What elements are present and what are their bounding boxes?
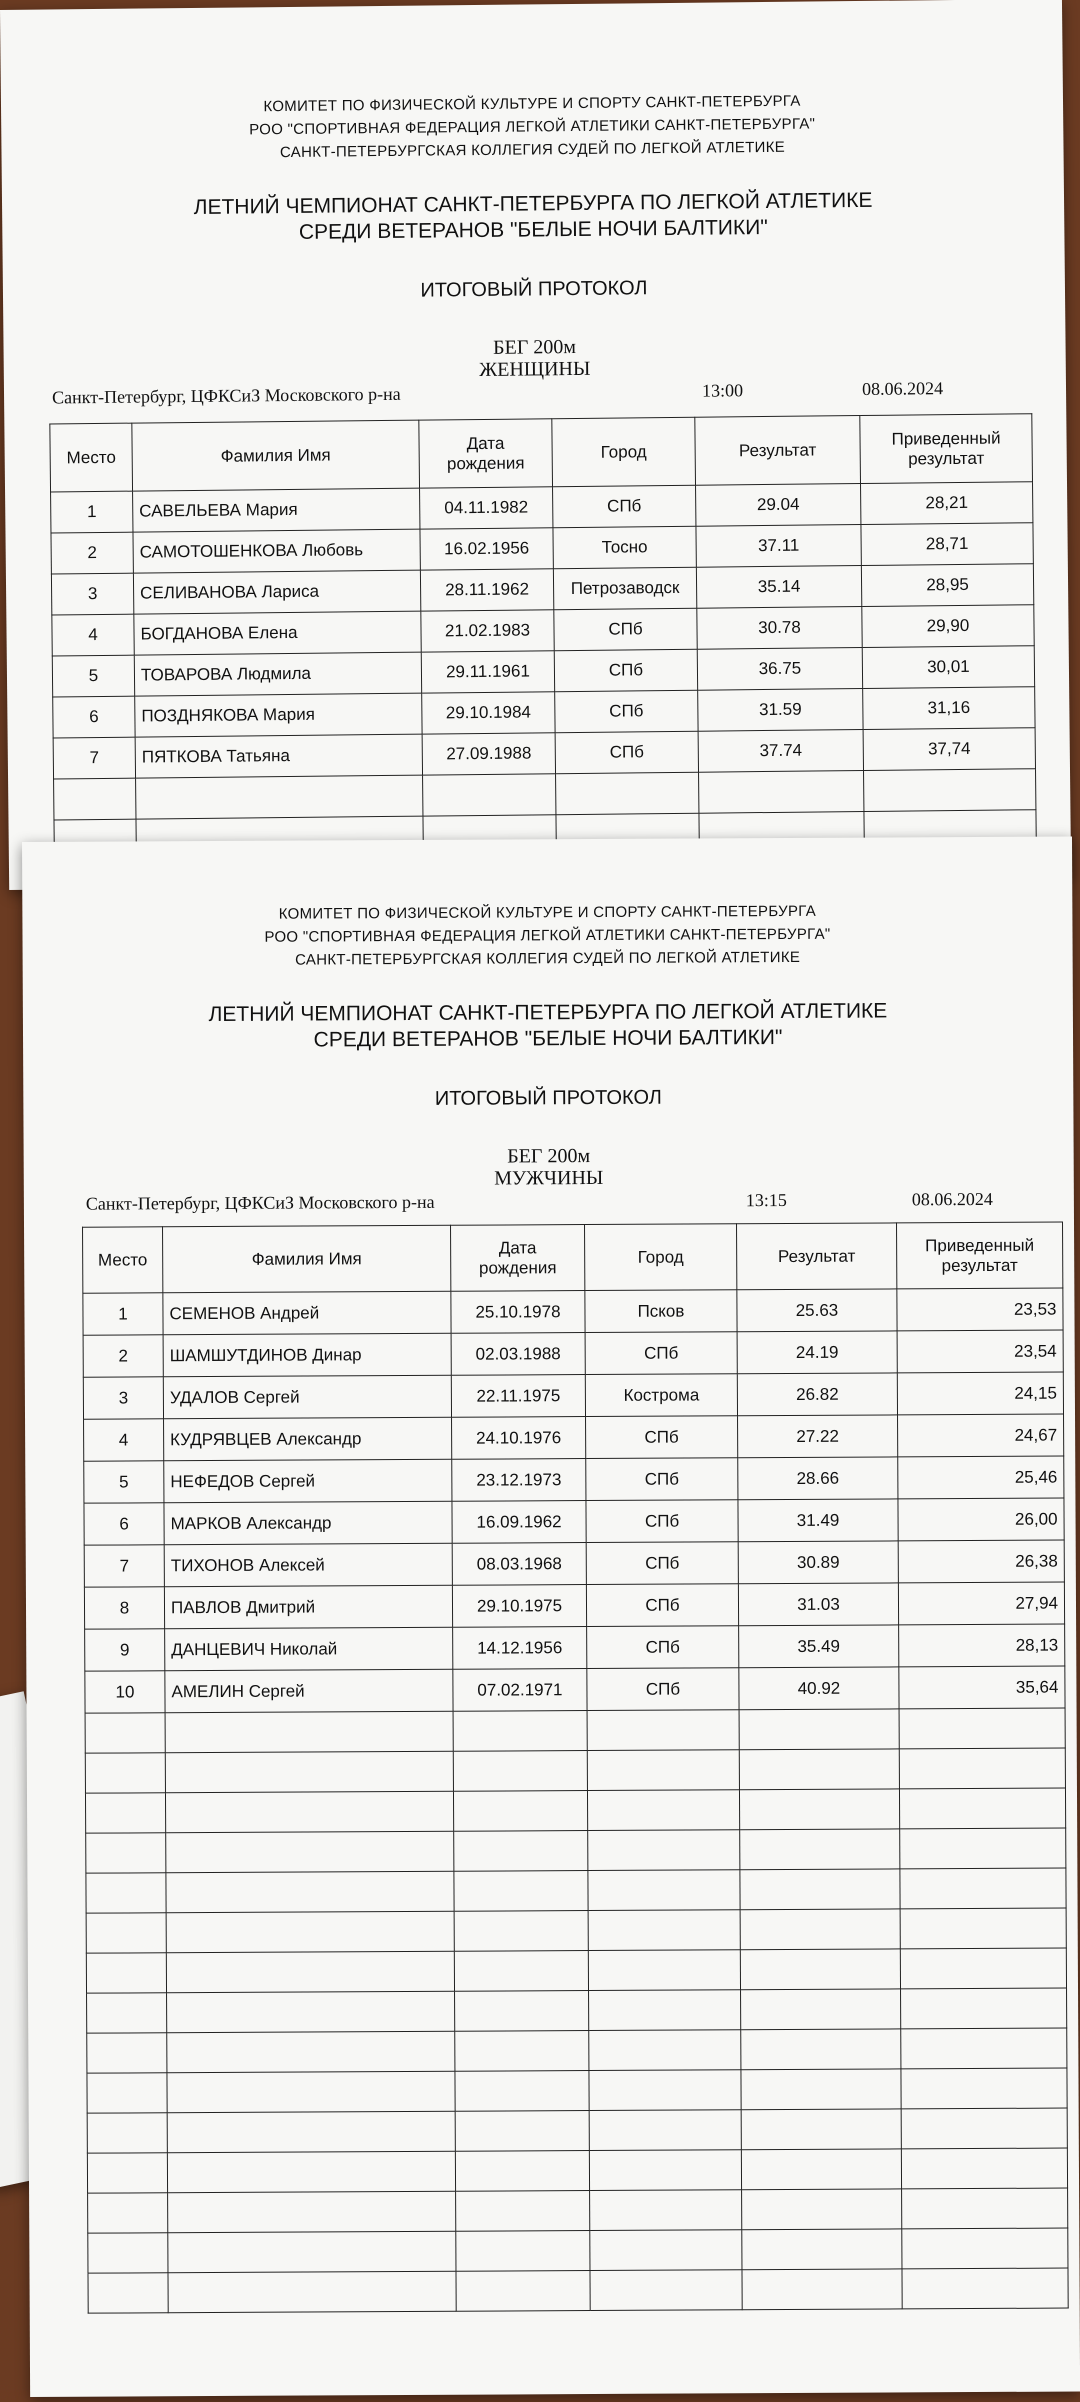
col-birth: Дата рождения — [451, 1225, 585, 1292]
table-row — [83, 1330, 1063, 1377]
col-place: Место — [83, 1227, 163, 1293]
cell-adjusted: 31,16 — [863, 687, 1035, 730]
cell-city: СПб — [553, 485, 696, 527]
event-date: 08.06.2024 — [861, 378, 944, 399]
cell-birth: 29.10.1975 — [452, 1585, 586, 1628]
cell-city: СПб — [586, 1584, 738, 1627]
cell-result: 30.78 — [697, 607, 862, 650]
cell-place: 5 — [84, 1461, 164, 1503]
col-name: Фамилия Имя — [163, 1225, 451, 1293]
cell-name: СЕЛИВАНОВА Лариса — [133, 570, 420, 614]
cell-city: Тосно — [553, 526, 696, 568]
cell-name: СЕМЕНОВ Андрей — [163, 1291, 451, 1335]
men-header — [22, 837, 1074, 1192]
cell-name: МАРКОВ Александр — [164, 1501, 452, 1545]
championship-line-1: ЛЕТНИЙ ЧЕМПИОНАТ САНКТ-ПЕТЕРБУРГА ПО ЛЕГКОЙ АТЛЕТИКЕ — [193, 188, 873, 219]
cell-birth: 27.09.1988 — [422, 733, 555, 775]
col-adjusted: Приведенный результат — [860, 414, 1033, 484]
cell-place: 8 — [84, 1587, 164, 1629]
cell-adjusted: 28,21 — [861, 482, 1033, 525]
table-row — [83, 1288, 1063, 1335]
cell-birth: 04.11.1982 — [420, 487, 553, 529]
empty-row — [87, 2108, 1067, 2153]
cell-city: СПб — [555, 690, 698, 732]
men-protocol-sheet — [22, 837, 1080, 2397]
table-row — [84, 1414, 1064, 1461]
cell-result: 36.75 — [697, 648, 862, 691]
protocol-title: ИТОГОВЫЙ ПРОТОКОЛ — [434, 1086, 662, 1110]
empty-row — [86, 1828, 1066, 1873]
cell-place: 4 — [52, 614, 134, 656]
cell-result: 24.19 — [737, 1331, 897, 1374]
cell-city: СПб — [585, 1332, 737, 1375]
cell-place: 7 — [84, 1545, 164, 1587]
cell-city: Петрозаводск — [553, 567, 696, 609]
cell-place: 9 — [85, 1629, 165, 1671]
cell-adjusted: 24,67 — [898, 1414, 1064, 1457]
women-protocol-sheet — [0, 0, 1071, 890]
cell-name: САМОТОШЕНКОВА Любовь — [133, 529, 420, 573]
cell-name: АМЕЛИН Сергей — [165, 1669, 453, 1713]
cell-result: 35.49 — [739, 1625, 899, 1668]
empty-row — [85, 1788, 1065, 1833]
cell-place: 7 — [53, 737, 135, 779]
event-name: БЕГ 200м — [507, 1145, 591, 1168]
table-row — [84, 1456, 1064, 1503]
cell-result: 40.92 — [739, 1667, 899, 1710]
cell-name: КУДРЯВЦЕВ Александр — [164, 1417, 452, 1461]
cell-name: НЕФЕДОВ Сергей — [164, 1459, 452, 1503]
cell-name: ТИХОНОВ Алексей — [164, 1543, 452, 1587]
org-line-1: КОМИТЕТ ПО ФИЗИЧЕСКОЙ КУЛЬТУРЕ И СПОРТУ САНКТ-ПЕТЕРБУРГА — [263, 92, 801, 116]
cell-place: 4 — [84, 1419, 164, 1461]
org-line-2: РОО "СПОРТИВНАЯ ФЕДЕРАЦИЯ ЛЕГКОЙ АТЛЕТИКИ САНКТ-ПЕТЕРБУРГА" — [249, 115, 816, 139]
protocol-title: ИТОГОВЫЙ ПРОТОКОЛ — [420, 277, 648, 302]
cell-adjusted: 26,38 — [898, 1540, 1064, 1583]
cell-city: СПб — [586, 1458, 738, 1501]
cell-birth: 02.03.1988 — [451, 1333, 585, 1376]
cell-result: 37.11 — [696, 525, 861, 568]
cell-birth: 29.11.1961 — [421, 651, 554, 693]
cell-name: ПАВЛОВ Дмитрий — [164, 1585, 452, 1629]
cell-place: 6 — [84, 1503, 164, 1545]
cell-place: 1 — [51, 491, 133, 533]
cell-name: УДАЛОВ Сергей — [163, 1375, 451, 1419]
cell-city: СПб — [586, 1416, 738, 1459]
cell-city: СПб — [587, 1626, 739, 1669]
cell-name: ДАНЦЕВИЧ Николай — [165, 1627, 453, 1671]
cell-birth: 16.02.1956 — [420, 528, 553, 570]
cell-result: 27.22 — [738, 1415, 898, 1458]
cell-place: 3 — [51, 573, 133, 615]
cell-place: 5 — [52, 655, 134, 697]
table-row — [84, 1540, 1064, 1587]
cell-place: 10 — [85, 1671, 165, 1713]
cell-birth: 14.12.1956 — [453, 1627, 587, 1670]
cell-city: СПб — [554, 649, 697, 691]
start-time: 13:15 — [745, 1190, 787, 1211]
cell-result: 29.04 — [696, 484, 861, 527]
cell-name: ПОЗДНЯКОВА Мария — [135, 693, 422, 737]
cell-adjusted: 28,13 — [899, 1624, 1065, 1667]
event-name: БЕГ 200м — [492, 335, 577, 359]
cell-birth: 22.11.1975 — [451, 1375, 585, 1418]
empty-row — [87, 1988, 1067, 2033]
cell-adjusted: 37,74 — [863, 728, 1035, 771]
cell-birth: 21.02.1983 — [421, 610, 554, 652]
cell-name: ТОВАРОВА Людмила — [134, 652, 421, 696]
cell-result: 26.82 — [737, 1373, 897, 1416]
empty-row — [88, 2228, 1068, 2273]
cell-place: 1 — [83, 1293, 163, 1335]
table-row — [83, 1372, 1063, 1419]
cell-result: 31.03 — [738, 1583, 898, 1626]
empty-row — [87, 2148, 1067, 2193]
cell-result: 25.63 — [737, 1289, 897, 1332]
men-meta — [24, 1188, 1074, 1215]
col-result: Результат — [695, 416, 861, 486]
cell-adjusted: 28,95 — [861, 564, 1033, 607]
empty-row — [85, 1748, 1065, 1793]
col-birth: Дата рождения — [419, 419, 553, 488]
event-category: МУЖЧИНЫ — [494, 1166, 604, 1190]
cell-birth: 28.11.1962 — [420, 569, 553, 611]
cell-birth: 29.10.1984 — [422, 692, 555, 734]
event-date: 08.06.2024 — [911, 1188, 993, 1210]
cell-name: ПЯТКОВА Татьяна — [135, 734, 422, 778]
org-line-3: САНКТ-ПЕТЕРБУРГСКАЯ КОЛЛЕГИЯ СУДЕЙ ПО ЛЕГКОЙ АТЛЕТИКЕ — [279, 138, 786, 162]
cell-adjusted: 35,64 — [899, 1666, 1065, 1709]
cell-birth: 08.03.1968 — [452, 1543, 586, 1586]
cell-adjusted: 30,01 — [862, 646, 1034, 689]
women-header — [0, 0, 1066, 386]
cell-result: 37.74 — [698, 730, 863, 773]
cell-place: 3 — [83, 1377, 163, 1419]
col-city: Город — [552, 417, 696, 486]
cell-name: ШАМШУТДИНОВ Динар — [163, 1333, 451, 1377]
cell-birth: 25.10.1978 — [451, 1291, 585, 1334]
col-city: Город — [585, 1224, 737, 1291]
org-line-1: КОМИТЕТ ПО ФИЗИЧЕСКОЙ КУЛЬТУРЕ И СПОРТУ САНКТ-ПЕТЕРБУРГА — [278, 902, 817, 923]
cell-city: СПб — [586, 1500, 738, 1543]
event-category: ЖЕНЩИНЫ — [479, 357, 591, 382]
cell-place: 6 — [53, 696, 135, 738]
men-results-table — [82, 1222, 1069, 2314]
cell-adjusted: 23,53 — [897, 1288, 1063, 1331]
col-name: Фамилия Имя — [132, 420, 420, 491]
table-row — [84, 1498, 1064, 1545]
cell-adjusted: 26,00 — [898, 1498, 1064, 1541]
cell-city: СПб — [587, 1668, 739, 1711]
empty-row — [87, 2028, 1067, 2073]
empty-row — [87, 2068, 1067, 2113]
cell-city: СПб — [555, 731, 698, 773]
org-line-3: САНКТ-ПЕТЕРБУРГСКАЯ КОЛЛЕГИЯ СУДЕЙ ПО ЛЕГКОЙ АТЛЕТИКЕ — [295, 948, 801, 969]
cell-place: 2 — [83, 1335, 163, 1377]
table-row — [85, 1624, 1065, 1671]
cell-adjusted: 23,54 — [897, 1330, 1063, 1373]
cell-adjusted: 28,71 — [861, 523, 1033, 566]
venue: Санкт-Петербург, ЦФКСиЗ Московского р-на — [85, 1191, 435, 1214]
championship-line-2: СРЕДИ ВЕТЕРАНОВ "БЕЛЫЕ НОЧИ БАЛТИКИ" — [313, 1026, 783, 1052]
table-header-row — [83, 1222, 1063, 1293]
cell-birth: 16.09.1962 — [452, 1501, 586, 1544]
venue: Санкт-Петербург, ЦФКСиЗ Московского р-на — [51, 383, 401, 408]
table-header-row — [50, 414, 1033, 492]
cell-adjusted: 27,94 — [898, 1582, 1064, 1625]
championship-line-2: СРЕДИ ВЕТЕРАНОВ "БЕЛЫЕ НОЧИ БАЛТИКИ" — [298, 215, 768, 244]
table-row — [84, 1582, 1064, 1629]
cell-birth: 23.12.1973 — [452, 1459, 586, 1502]
cell-result: 28.66 — [738, 1457, 898, 1500]
cell-city: СПб — [554, 608, 697, 650]
col-place: Место — [50, 423, 133, 492]
cell-adjusted: 25,46 — [898, 1456, 1064, 1499]
empty-row — [88, 2188, 1068, 2233]
col-adjusted: Приведенный результат — [897, 1222, 1063, 1289]
empty-row — [86, 1868, 1066, 1913]
empty-row — [88, 2268, 1068, 2313]
cell-city: Псков — [585, 1290, 737, 1333]
cell-result: 35.14 — [696, 566, 861, 609]
start-time: 13:00 — [701, 380, 744, 401]
col-result: Результат — [737, 1223, 897, 1290]
empty-row — [85, 1708, 1065, 1753]
cell-city: Кострома — [585, 1374, 737, 1417]
cell-result: 31.49 — [738, 1499, 898, 1542]
cell-adjusted: 29,90 — [862, 605, 1034, 648]
cell-result: 31.59 — [698, 689, 863, 732]
cell-adjusted: 24,15 — [897, 1372, 1063, 1415]
cell-result: 30.89 — [738, 1541, 898, 1584]
cell-name: БОГДАНОВА Елена — [134, 611, 421, 655]
cell-birth: 24.10.1976 — [452, 1417, 586, 1460]
cell-birth: 07.02.1971 — [453, 1669, 587, 1712]
empty-row — [86, 1948, 1066, 1993]
championship-line-1: ЛЕТНИЙ ЧЕМПИОНАТ САНКТ-ПЕТЕРБУРГА ПО ЛЕГКОЙ АТЛЕТИКЕ — [208, 999, 888, 1027]
women-results-table — [49, 413, 1037, 861]
cell-place: 2 — [51, 532, 133, 574]
org-line-2: РОО "СПОРТИВНАЯ ФЕДЕРАЦИЯ ЛЕГКОЙ АТЛЕТИКИ САНКТ-ПЕТЕРБУРГА" — [264, 925, 831, 946]
cell-city: СПб — [586, 1542, 738, 1585]
cell-name: САВЕЛЬЕВА Мария — [133, 488, 420, 532]
table-row — [85, 1666, 1065, 1713]
empty-row — [86, 1908, 1066, 1953]
